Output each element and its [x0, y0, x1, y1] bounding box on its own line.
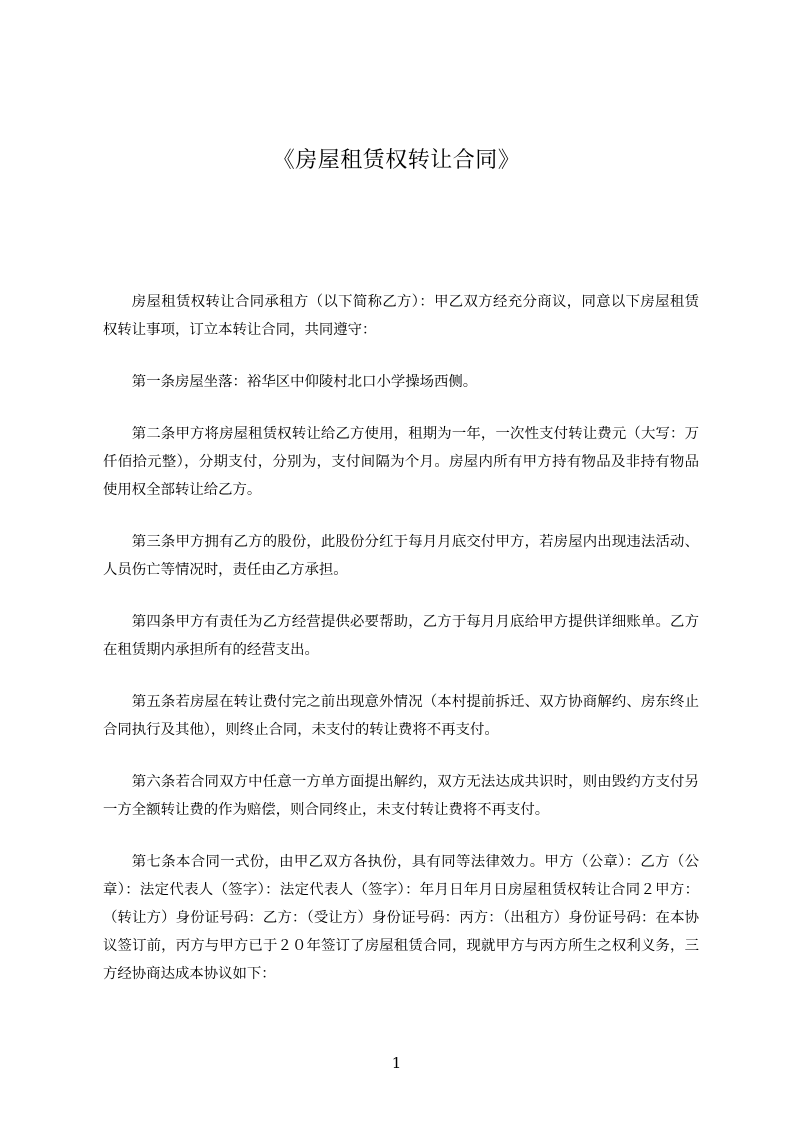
paragraph-article-3: 第三条甲方拥有乙方的股份，此股份分红于每月月底交付甲方，若房屋内出现违法活动、人员伤亡等情况时，责任由乙方承担。 — [103, 534, 699, 578]
document-body — [103, 288, 699, 1012]
paragraph-article-4: 第四条甲方有责任为乙方经营提供必要帮助，乙方于每月月底给甲方提供详细账单。乙方在租赁期内承担所有的经营支出。 — [103, 614, 699, 658]
document-title: 《房屋租赁权转让合同》 — [272, 148, 521, 173]
paragraph-article-7: 第七条本合同一式份，由甲乙双方各执份，具有同等法律效力。甲方（公章）：乙方（公章）：法定代表人（签字）：法定代表人（签字）：年月日年月日房屋租赁权转让合同２甲方：（转让方）身份证号码：乙方：（受让方）身份证号码：丙方：（出租方）身份证号码：在本协议签订前，丙方与甲方已于２０年签订了房屋租赁合同，现就甲方与丙方所生之权利义务，三方经协商达成本协议如下： — [103, 854, 699, 982]
paragraph-intro: 房屋租赁权转让合同承租方（以下简称乙方）：甲乙双方经充分商议，同意以下房屋租赁权转让事项，订立本转让合同，共同遵守： — [103, 294, 699, 338]
paragraph-article-6: 第六条若合同双方中任意一方单方面提出解约，双方无法达成共识时，则由毁约方支付另一方全额转让费的作为赔偿，则合同终止，未支付转让费将不再支付。 — [103, 774, 699, 818]
paragraph-article-1: 第一条房屋坐落：裕华区中仰陵村北口小学操场西侧。 — [131, 374, 478, 390]
paragraph-article-2: 第二条甲方将房屋租赁权转让给乙方使用，租期为一年，一次性支付转让费元（大写：万仟佰拾元整），分期支付，分别为，支付间隔为个月。房屋内所有甲方持有物品及非持有物品使用权全部转让给乙方。 — [103, 426, 699, 498]
paragraph-article-5: 第五条若房屋在转让费付完之前出现意外情况（本村提前拆迁、双方协商解约、房东终止合同执行及其他），则终止合同，未支付的转让费将不再支付。 — [103, 694, 699, 738]
page-number: 1 — [391, 1054, 402, 1072]
